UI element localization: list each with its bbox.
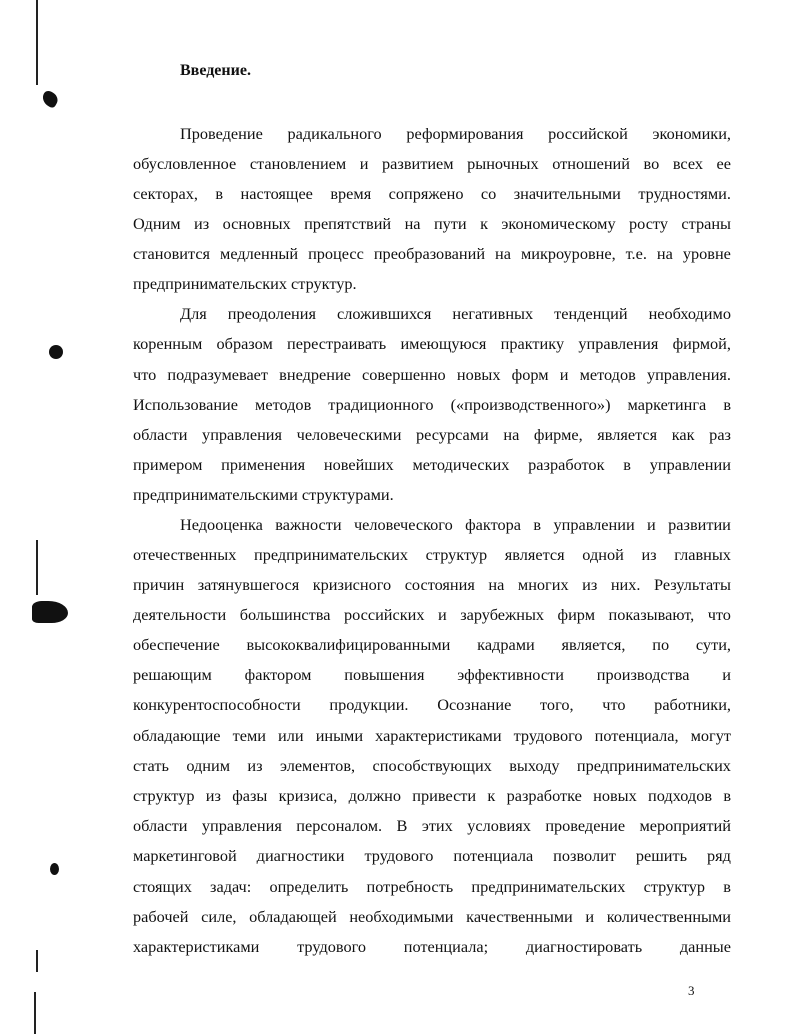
word: мероприятий xyxy=(639,816,731,835)
word: трудового xyxy=(297,937,367,956)
scan-artifact-mark xyxy=(49,345,63,359)
word: обладающей xyxy=(249,907,337,926)
word: в xyxy=(533,515,542,534)
word: В xyxy=(396,816,408,835)
text-line xyxy=(133,364,731,386)
word: что xyxy=(133,365,157,384)
word: обладающие xyxy=(133,726,221,745)
word: тенденций xyxy=(554,304,628,323)
scan-margin-line xyxy=(34,992,36,1034)
word: рабочей xyxy=(133,907,189,926)
word: российской xyxy=(548,124,628,143)
word: затянувшегося xyxy=(197,575,300,594)
word: страны xyxy=(681,214,731,233)
word: важности xyxy=(275,515,342,534)
word: развитием xyxy=(382,154,454,173)
word: фактора xyxy=(465,515,521,534)
word: характеристиками xyxy=(133,937,260,956)
text-line xyxy=(133,906,731,928)
page-number: 3 xyxy=(688,983,695,998)
word: маркетинга xyxy=(627,395,707,414)
word: экономики, xyxy=(652,124,731,143)
text-line xyxy=(133,183,731,205)
text-line xyxy=(133,153,731,175)
word: области xyxy=(133,816,188,835)
scan-artifact-mark xyxy=(40,89,61,109)
word: теми xyxy=(232,726,266,745)
word: и xyxy=(722,665,731,684)
word: управлении xyxy=(649,455,731,474)
text-line xyxy=(133,604,731,626)
word: радикального xyxy=(287,124,382,143)
word: кадрами xyxy=(477,635,535,654)
text-line xyxy=(133,273,731,295)
word: и xyxy=(585,907,595,926)
text-line xyxy=(133,454,731,476)
word: в xyxy=(623,455,631,474)
text-line xyxy=(133,333,731,355)
word: во xyxy=(643,154,660,173)
word: коренным xyxy=(133,334,203,353)
scan-artifact-mark xyxy=(32,601,68,623)
word: высококвалифицированными xyxy=(246,635,451,654)
word: практику xyxy=(500,334,565,353)
text-line xyxy=(133,815,731,837)
text-line xyxy=(133,574,731,596)
word: росту xyxy=(629,214,668,233)
word: уровне xyxy=(682,244,731,263)
word: реформирования xyxy=(406,124,524,143)
word: из xyxy=(641,545,657,564)
word: подходов xyxy=(648,786,713,805)
word: выходу xyxy=(509,756,560,775)
text-line xyxy=(133,484,731,506)
word: диагностики xyxy=(256,846,345,865)
word: негативных xyxy=(452,304,534,323)
text-line xyxy=(133,243,731,265)
word: деятельности xyxy=(133,605,227,624)
word: значительными xyxy=(513,184,621,203)
word: персоналом. xyxy=(296,816,383,835)
word: повышения xyxy=(344,665,425,684)
word: сложившихся xyxy=(337,304,432,323)
word: структур xyxy=(643,877,706,896)
word: человеческими xyxy=(296,425,402,444)
word: состояния xyxy=(404,575,475,594)
word: управления xyxy=(202,425,283,444)
word: обусловленное xyxy=(133,154,237,173)
word: предпринимательских xyxy=(576,756,731,775)
word: управления. xyxy=(646,365,731,384)
word: предпринимательских xyxy=(133,274,288,293)
word: привести xyxy=(412,786,477,805)
word: разработке xyxy=(506,786,582,805)
word: становится xyxy=(133,244,211,263)
word: необходимыми xyxy=(349,907,454,926)
word: потенциала xyxy=(453,846,534,865)
word: из xyxy=(193,214,210,233)
word: структур. xyxy=(291,274,357,293)
word: примером xyxy=(133,455,203,474)
section-heading: Введение. xyxy=(180,62,251,79)
word: и xyxy=(438,605,447,624)
word: стать xyxy=(133,756,169,775)
word: из xyxy=(205,786,221,805)
word: многих xyxy=(517,575,569,594)
word: как xyxy=(671,425,695,444)
word: производства xyxy=(596,665,690,684)
word: фактором xyxy=(244,665,312,684)
word: элементов, xyxy=(280,756,356,775)
word: диагностировать xyxy=(525,937,643,956)
word: отношений xyxy=(552,154,630,173)
word: процесс xyxy=(308,244,364,263)
word: в xyxy=(215,184,224,203)
word: совершенно xyxy=(362,365,446,384)
word: настоящее xyxy=(240,184,313,203)
word: предпринимательскими xyxy=(133,485,298,504)
word: того, xyxy=(540,695,574,714)
text-line xyxy=(133,876,731,898)
word: имеющуюся xyxy=(400,334,487,353)
word: на xyxy=(656,244,673,263)
text-line xyxy=(133,936,731,958)
word: внедрение xyxy=(279,365,351,384)
word: показывают, xyxy=(608,605,695,624)
text-line xyxy=(133,544,731,566)
word: работники, xyxy=(654,695,731,714)
word: со xyxy=(480,184,497,203)
word: традиционного xyxy=(328,395,434,414)
word: причин xyxy=(133,575,185,594)
word: из xyxy=(582,575,598,594)
word: всех xyxy=(672,154,703,173)
word: к xyxy=(487,786,496,805)
word: Проведение xyxy=(180,124,263,143)
word: конкурентоспособности xyxy=(133,695,301,714)
word: Осознание xyxy=(437,695,512,714)
word: области xyxy=(133,425,188,444)
word: Для xyxy=(180,304,207,323)
word: в xyxy=(723,877,731,896)
word: структурами. xyxy=(301,485,394,504)
word: маркетинговой xyxy=(133,846,237,865)
word: отечественных xyxy=(133,545,237,564)
word: должно xyxy=(348,786,401,805)
word: Недооценка xyxy=(180,515,263,534)
word: фирм xyxy=(557,605,596,624)
word: методов xyxy=(579,365,636,384)
word: на xyxy=(495,244,511,263)
word: стоящих xyxy=(133,877,192,896)
word: фазы xyxy=(232,786,268,805)
word: раз xyxy=(709,425,731,444)
word: управлении xyxy=(553,515,635,534)
word: на xyxy=(503,425,520,444)
word: зарубежных xyxy=(460,605,545,624)
word: позволит xyxy=(553,846,616,865)
word: форм xyxy=(511,365,549,384)
text-line xyxy=(180,303,731,325)
text-line xyxy=(180,514,731,536)
word: структур xyxy=(133,786,195,805)
word: что xyxy=(602,695,626,714)
text-line xyxy=(133,785,731,807)
word: качественными xyxy=(466,907,573,926)
word: кризиса, xyxy=(278,786,338,805)
word: является xyxy=(504,545,565,564)
word: методов xyxy=(255,395,312,414)
word: Результаты xyxy=(654,575,731,594)
word: препятствий xyxy=(304,214,392,233)
word: на xyxy=(488,575,505,594)
word: потребность xyxy=(366,877,454,896)
word: фирмой, xyxy=(672,334,731,353)
word: подразумевает xyxy=(167,365,269,384)
word: предпринимательских xyxy=(254,545,409,564)
word: становлением xyxy=(249,154,347,173)
text-line xyxy=(180,123,731,145)
word: на xyxy=(404,214,421,233)
word: большинства xyxy=(239,605,331,624)
word: т.е. xyxy=(625,244,647,263)
text-line xyxy=(133,634,731,656)
word: решить xyxy=(635,846,688,865)
word: трудового xyxy=(513,726,583,745)
word: микроуровне, xyxy=(520,244,616,263)
word: проведение xyxy=(545,816,626,835)
word: секторах, xyxy=(133,184,198,203)
word: ее xyxy=(716,154,731,173)
word: одним xyxy=(186,756,230,775)
word: рыночных xyxy=(467,154,539,173)
text-line xyxy=(133,213,731,235)
word: условиях xyxy=(467,816,531,835)
word: главных xyxy=(674,545,731,564)
word: применения xyxy=(221,455,306,474)
word: необходимо xyxy=(648,304,731,323)
word: решающим xyxy=(133,665,212,684)
text-line xyxy=(133,845,731,867)
text-line xyxy=(133,394,731,416)
word: и xyxy=(647,515,656,534)
word: и xyxy=(559,365,569,384)
word: продукции. xyxy=(329,695,409,714)
word: силе, xyxy=(201,907,237,926)
word: методических xyxy=(412,455,510,474)
word: предпринимательских xyxy=(471,877,626,896)
word: потенциала, xyxy=(594,726,679,745)
word: разработок xyxy=(528,455,605,474)
word: («производственного») xyxy=(450,395,611,414)
word: фирме, xyxy=(533,425,583,444)
word: является xyxy=(597,425,658,444)
word: структур xyxy=(425,545,488,564)
word: российских xyxy=(343,605,425,624)
word: перестраивать xyxy=(287,334,387,353)
word: кризисного xyxy=(312,575,392,594)
word: этих xyxy=(421,816,453,835)
word: человеческого xyxy=(353,515,453,534)
text-line xyxy=(133,755,731,777)
word: обеспечение xyxy=(133,635,220,654)
word: одной xyxy=(582,545,624,564)
word: преобразований xyxy=(373,244,486,263)
word: данные xyxy=(679,937,731,956)
word: определить xyxy=(269,877,349,896)
word: или xyxy=(278,726,304,745)
word: характеристиками xyxy=(375,726,502,745)
word: Одним xyxy=(133,214,181,233)
text-line xyxy=(133,694,731,716)
word: время xyxy=(330,184,372,203)
word: новых xyxy=(456,365,501,384)
word: трудностями. xyxy=(638,184,731,203)
word: способствующих xyxy=(372,756,492,775)
word: в xyxy=(723,395,731,414)
word: эффективности xyxy=(457,665,564,684)
word: что xyxy=(707,605,731,624)
word: потенциала; xyxy=(403,937,489,956)
word: и xyxy=(359,154,369,173)
word: к xyxy=(480,214,488,233)
word: сути, xyxy=(695,635,731,654)
word: развитии xyxy=(668,515,731,534)
word: управления xyxy=(578,334,659,353)
word: трудового xyxy=(364,846,434,865)
word: ресурсами xyxy=(416,425,489,444)
word: новейших xyxy=(323,455,394,474)
word: количественными xyxy=(606,907,731,926)
scan-margin-line xyxy=(36,950,38,972)
word: пути xyxy=(433,214,467,233)
word: могут xyxy=(690,726,731,745)
word: задач: xyxy=(210,877,252,896)
word: новых xyxy=(593,786,637,805)
word: управления xyxy=(201,816,282,835)
word: них. xyxy=(610,575,641,594)
word: ряд xyxy=(707,846,731,865)
word: экономическому xyxy=(501,214,616,233)
text-line xyxy=(133,424,731,446)
word: основных xyxy=(222,214,291,233)
scan-margin-line xyxy=(36,540,38,595)
word: медленный xyxy=(220,244,299,263)
scan-margin-line xyxy=(36,0,38,85)
text-line xyxy=(133,664,731,686)
word: в xyxy=(723,786,731,805)
word: преодоления xyxy=(227,304,316,323)
word: является, xyxy=(561,635,626,654)
scan-artifact-mark xyxy=(50,863,59,875)
text-line xyxy=(133,725,731,747)
word: иными xyxy=(315,726,364,745)
word: сопряжено xyxy=(388,184,464,203)
word: Использование xyxy=(133,395,239,414)
word: из xyxy=(247,756,263,775)
word: по xyxy=(652,635,670,654)
word: образом xyxy=(216,334,273,353)
